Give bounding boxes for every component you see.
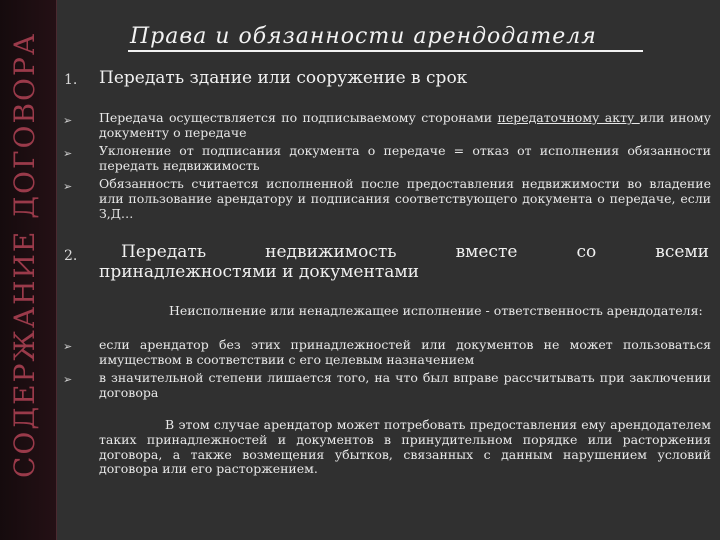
arrow-bullet-icon: ➢ bbox=[63, 147, 73, 160]
intro-text: Неисполнение или ненадлежащее исполнение - ответственность арендодателя: bbox=[169, 303, 703, 318]
section-2-bullet-2: в значительной степени лишается того, на что был вправе рассчитывать при заключении договора bbox=[99, 370, 711, 400]
arrow-bullet-icon: ➢ bbox=[63, 373, 73, 386]
section-2-closing bbox=[99, 418, 711, 477]
section-1-heading: Передать здание или сооружение в срок bbox=[99, 68, 468, 88]
arrow-bullet-icon: ➢ bbox=[63, 114, 73, 127]
section-2-intro bbox=[99, 304, 711, 319]
section-2-heading bbox=[99, 242, 709, 282]
section-2-heading-line-1: Передать недвижимость вместе со всеми bbox=[121, 242, 709, 262]
transfer-act-link: передаточному акту bbox=[497, 110, 640, 125]
section-1-bullet-3: Обязанность считается исполненной после предоставления недвижимости во владение или пользование арендатору и подписания соответствующего документа о передаче, если З,Д… bbox=[99, 176, 711, 221]
section-1-bullet-1 bbox=[99, 111, 711, 141]
section-1-bullet-2: Уклонение от подписания документа о передаче = отказ от исполнения обязанности передать недвижимость bbox=[99, 143, 711, 173]
title-underline bbox=[128, 50, 643, 52]
bullet-1-text-end: или иному документу о передаче bbox=[99, 110, 712, 140]
section-1-number: 1. bbox=[64, 72, 78, 88]
arrow-bullet-icon: ➢ bbox=[63, 340, 73, 353]
page-title: Права и обязанности арендодателя bbox=[130, 24, 597, 49]
section-2-heading-line-2: принадлежностями и документами bbox=[99, 262, 419, 282]
arrow-bullet-icon: ➢ bbox=[63, 180, 73, 193]
section-2-bullet-1: если арендатор без этих принадлежностей или документов не может пользоваться имуществом в соответствии с его целевым назначением bbox=[99, 337, 711, 367]
bullet-1-text: Передача осуществляется по подписываемому сторонами bbox=[99, 110, 498, 125]
sidebar-band bbox=[0, 0, 56, 540]
closing-text: В этом случае арендатор может потребовать предоставления ему арендодателем таких принадлежностей и документов в принудительном порядке или расторжения договора, а также возмещения убытков, связанных с данным нарушением условий договора или его расторжением. bbox=[99, 417, 711, 477]
section-2-number: 2. bbox=[64, 248, 78, 264]
sidebar-title: СОДЕРЖАНИЕ ДОГОВОРА bbox=[8, 31, 41, 478]
